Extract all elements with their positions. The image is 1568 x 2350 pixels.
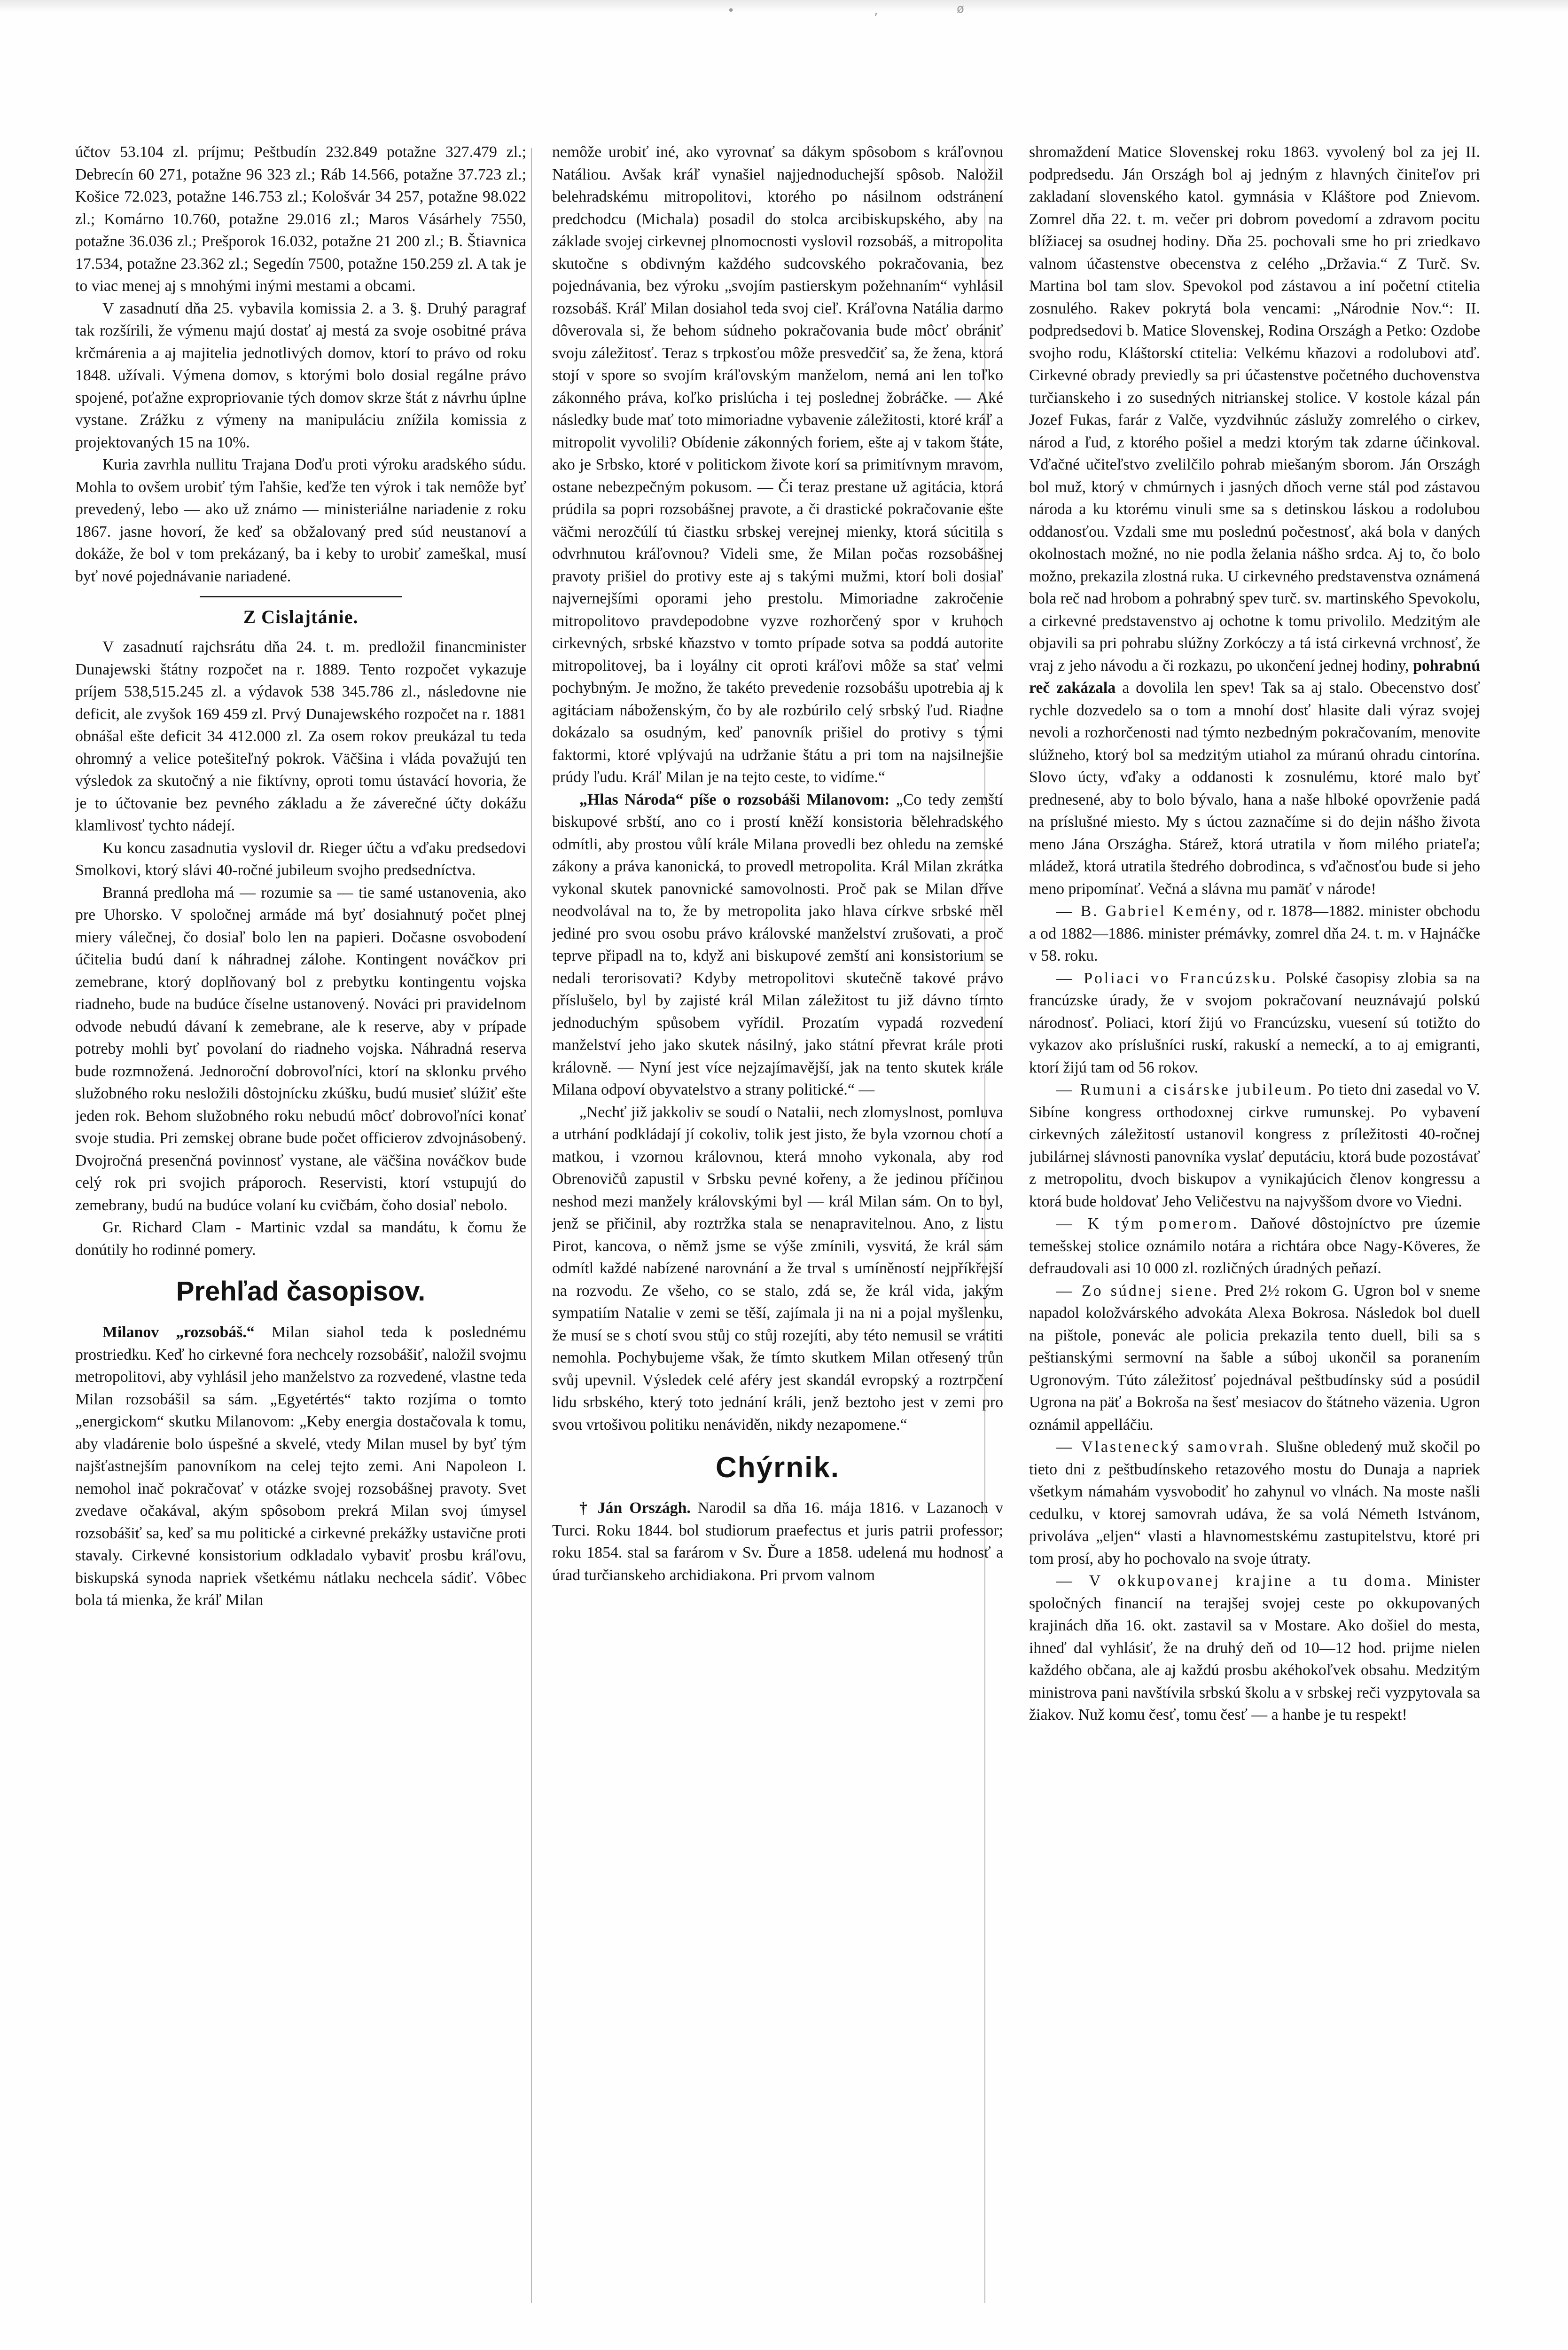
paragraph: Kuria zavrhla nullitu Trajana Doďu proti výroku aradského súdu. Mohla to ovšem urobiť tým ľahšie, keďže ten výrok i tak nemôže byť prevedený, lebo — ako už známo — ministeriálne nariadenie z roku 1867. jasne hovorí, že keď sa obžalovaný pred súd neustanoví a dokáže, že bol v tom prekázaný, ba i keby to urobiť zameškal, musí byť nové pojednávanie nariadené. [75, 456, 526, 585]
scan-mark: ‚ [874, 4, 878, 18]
paragraph [552, 789, 1003, 1101]
paragraph-body: a dovolila len spev! Tak sa aj stalo. Obecenstvo dosť rychle dozvedelo sa o tom a mnohí dosť hlasite dali výraz svojej nevoli a rozhorčenosti nad týmto nezbedným pokračovaním, menovite slúžneho, ktorý bol sa medzitým utiahol za múranú ohradu cintorína. Slovo úcty, vďaky a oddanosti k zosnulému, ktoré malo byť prednesené, aby to bolo bývalo, hana a naše hlboké opovrženie padá na príslušné miesto. My s úctou zaznačíme si do dejin nášho života meno Jána Országha. Stárež, ktorá utratila v ňom milého priateľa; mládež, ktorá utratila štedrého dobrodinca, s vďačnosťou bude si jeho meno pripomínať. Večná a slávna mu pamäť v národe! [1029, 679, 1480, 898]
paragraph [1029, 967, 1480, 1079]
scan-mark: ø [957, 2, 964, 16]
section-heading: Chýrnik. [715, 1451, 840, 1484]
paragraph-lead: — V okkupovanej krajine a tu doma. [1056, 1572, 1413, 1590]
paragraph [1029, 1570, 1480, 1726]
paragraph-lead: — Vlastenecký samovrah. [1056, 1438, 1271, 1456]
column-3 [1029, 141, 1480, 2350]
paragraph-body: Pred 2½ rokom G. Ugron bol v sneme napadol koložvárského advokáta Alexa Bokrosa. Následok bol duell na pištole, ponevác ale policia prekazila tento duell, bili sa s peštianskými sermovní na šable a súboj ukončil sa poranením Ugronovým. Túto záležitosť pojednával peštbudínsky súd a posúdil Ugrona na päť a Bokroša na šesť mesiacov do štátneho väzenia. Ugron oznámil appelláčiu. [1029, 1282, 1480, 1434]
paragraph: V zasadnutí dňa 25. vybavila komissia 2. a 3. §. Druhý paragraf tak rozšírili, že výmenu majú dostať aj mestá za svoje osobitné práva krčmárenia a aj majitelia jednotlivých domov, ktorí to právo od roku 1848. užívali. Výmena domov, s ktorými bolo dosial regálne právo spojené, poťažne expropriovanie tých domov skrze štát z návrhu úplne vystane. Zrážku z výmeny na manipuláciu znížila komissia z projektovaných 15 na 10%. [75, 299, 526, 451]
paragraph [1029, 1213, 1480, 1280]
paragraph-body: Slušne obledený muž skočil po tieto dni z peštbudínskeho retazového mostu do Dunaja a napriek všetkym námahám vysvobodiť ho zahynul vo vlnách. Na moste našli cedulku, v ktorej samovrah udáva, že sa volá Németh Istvánom, privoláva „eljen“ vlasti a hlavnomestskému zastupitelstvu, ktoré pri tom prosí, aby ho pochovalo na svoje útraty. [1029, 1438, 1480, 1567]
paragraph-body: Minister spoločných financií na terajšej svojej ceste po okkupovaných krajinách dňa 16. okt. zastavil sa v Mostare. Ako došiel do mesta, ihneď dal vyhlásiť, že na druhý deň od 10—12 hod. prijme nielen každého občana, ale aj každú prosbu akéhokoľvek obsahu. Medzitým ministrova pani navštívila srbskú školu a v srbskej reči vyzpytovala sa žiakov. Nuž komu česť, tomu česť — a hanbe je tu respekt! [1029, 1572, 1480, 1723]
divider [200, 596, 402, 597]
paragraph-lead: — K tým pomerom. [1056, 1215, 1239, 1232]
paragraph-body: Daňové dôstojníctvo pre územie temešskej stolice oznámilo notára a richtára obce Nagy-Köveres, že defraudovali asi 10 000 zl. rozličných úradných peňazí. [1029, 1215, 1480, 1277]
paragraph [1029, 1280, 1480, 1436]
text-columns [75, 141, 1480, 2350]
paragraph-lead: † Ján Országh. [579, 1499, 691, 1517]
paragraph [552, 1497, 1003, 1586]
paragraph: V zasadnutí rajchsrátu dňa 24. t. m. predložil financminister Dunajewski štátny rozpočet na r. 1889. Tento rozpočet vykazuje príjem 538,515.245 zl. a výdavok 538 345.786 zl., následovne nie deficit, ale zvyšok 169 459 zl. Prvý Dunajewského rozpočet na r. 1881 obnášal ešte deficit 34 412.000 zl. Za osem rokov preukázal tu teda ohromný a velice potešiteľný pokrok. Väčšina i vláda považujú ten výsledok za skutočný a nie fiktívny, oproti tomu ústavácí hovoria, že je to účtovanie bez pevného základu a že záverečné účty dokážu klamlivosť tychto nádejí. [75, 638, 526, 834]
paragraph: Ku koncu zasadnutia vyslovil dr. Rieger účtu a vďaku predsedovi Smolkovi, ktorý slávi 40-ročné jubileum svojho predsedníctva. [75, 839, 526, 879]
paragraph: „Nechť již jakkoliv se soudí o Natalii, nech zlomyslnost, pomluva a utrhání podkládají jí cokoliv, tolik jest jisto, že byla vzornou chotí a matkou, i vzornou královnou, která mnoho vykonala, aby rod Obrenovičů zapustil v Srbsku pevné kořeny, a že jedinou příčinou neshod mezi manžely královskými byl — král Milan sám. On to byl, jenž se přičinil, aby roztržka stala se nenapravitelnou. Ano, z listu Pirot, kancova, o němž jsme se výše zmínili, vysvitá, že král sám odmítl každé nabízené narovnání a že trval s umíněností nejpříkřejší na rozvodu. Ze všeho, co se stalo, zdá se, že král vida, jakým sympatiím Natalie v zemi se těší, zajímala ji na ni a pojal myšlenku, že musí se s chotí svou stůj co stůj rozejíti, aby této nemusil se vrátiti nemohla. Pochybujeme však, že tímto skutkem Milan otřesený trůn svůj upevnil. Výsledek celé aféry jest skandál evropský a roztrpčení lidu srbského, který toto jednání králi, jenž beztoho jest v zemi pro svou vrtošivou politiku nenáviděn, nikdy nezapomene.“ [552, 1103, 1003, 1434]
scan-mark: • [727, 4, 735, 18]
paragraph: nemôže urobiť iné, ako vyrovnať sa dákym spôsobom s kráľovnou Natáliou. Avšak kráľ vynašiel najjednoduchejší spôsob. Naložil belehradskému mitropolitovi, ktorého po násilnom odstránení predchodcu (Michala) posadil do stolca arcibiskupského, aby na základe svojej cirkevnej plnomocnosti vyslovil rozsobáš, a mitropolita skutočne s obdivným každého sudcovského pokračovania, bez pojednávania, bez výroku „svojím pastierskym požehnaním“ vyhlásil rozsobáš. Kráľ Milan dosiahol teda svoj cieľ. Kráľovna Natália darmo dôverovala si, že behom súdneho pokračovania bude môcť obrániť svoju záležitosť. Teraz s trpkosťou môže presvedčiť sa, že žena, ktorá stojí v spore so svojím kráľovským manželom, nemá ani len toľko zákonného práva, koľko prislúcha i tej poslednej žobráčke. — Aké následky bude mať toto mimoriadne vybavenie záležitosti, ktoré kráľ a mitropolit vyvolili? Obídenie zákonných foriem, ešte aj v takom štáte, ako je Srbsko, ktoré v politickom živote korí sa primitívnym mravom, ostane nebezpečným pokusom. — Či teraz prestane už agitácia, ktorá prúdila sa popri rozsobášnej pravote, a či drastické pokračovanie ešte väčmi nerozčúlí tú čiastku srbskej verejnej mienky, ktorá súcitila s odvrhnutou kráľovnou? Videli sme, že Milan počas rozsobášnej pravoty prišiel do protivy este aj s takými mužmi, ktorí boli dosiaľ najvernejšími oporami jeho prestolu. Mimoriadne zakročenie mitropolitovo pravdepodobne vyzve rozhorčený spor v kruhoch cirkevných, srbské kňazstvo v tomto prípade sotva sa poddá autorite mitropolitovej, ba i loyálny cit oproti kráľovi môže sa stať velmi pochybným. Je možno, že takéto prevedenie rozsobášu upotrebia aj k agitáciam náboženským, čo by ale rozbúrilo celý srbský ľud. Riadne dokázalo sa osudným, keď panovník prišiel do protivy s tými faktormi, ktoré vplývajú na udržanie štátu a pri tom na najsilnejšie prúdy ľudu. Kráľ Milan je na tejto ceste, to vidíme.“ [552, 143, 1003, 786]
column-1 [75, 141, 526, 2350]
paragraph-body: Polské časopisy zlobia sa na francúzske úrady, že v svojom pokračovaní neuznávajú polskú národnosť. Poliaci, ktorí žijú vo Francúzsku, vuesení sú totižto do vykazov ako príslušníci ruskí, rakuskí a nemeckí, a to aj emigranti, ktorí žijú tam od 56 rokov. [1029, 969, 1480, 1076]
paragraph-body: od r. 1878—1882. minister obchodu a od 1882—1886. minister prémávky, zomrel dňa 24. t. m. v Hajnáčke v 58. roku. [1029, 902, 1480, 964]
paragraph-body: Po tieto dni zasedal vo V. Sibíne kongress orthodoxnej cirkve rumunskej. Po vybavení cirkevných záležitostí ustanovil kongress z príležitosti 40-ročnej jubilárnej slávnosti panovníka vyslať deputáciu, ktorá bude pozostávať z metropolitu, dvoch biskupov a vynikajúcich členov kongressu a ktorá bude holdovať Jeho Veličestvu na najvyššom dvore vo Viedni. [1029, 1081, 1480, 1210]
paragraph-lead: — Rumuni a cisárske jubileum. [1056, 1081, 1314, 1098]
paragraph: Gr. Richard Clam - Martinic vzdal sa mandátu, k čomu že donútily ho rodinné pomery. [75, 1219, 526, 1259]
paragraph-body: Narodil sa dňa 16. mája 1816. v Lazanoch v Turci. Roku 1844. bol studiorum praefectus et juris patrii professor; roku 1854. stal sa farárom v Sv. Ďure a 1858. udelená mu hodnosť a úrad turčianskeho archidiakona. Pri prvom valnom [552, 1499, 1003, 1584]
paragraph-lead: — Poliaci vo Francúzsku. [1056, 969, 1278, 987]
paragraph-lead: — Zo súdnej siene. [1056, 1282, 1219, 1300]
paragraph: účtov 53.104 zl. príjmu; Peštbudín 232.849 potažne 327.479 zl.; Debrecín 60 271, potažne 96 323 zl.; Ráb 14.566, potažne 37.723 zl.; Košice 72.023, potažne 146.753 zl.; Kološvár 34 257, potažne 98.022 zl.; Komárno 10.760, potažne 29.016 zl.; Maros Vásárhely 7550, potažne 36.036 zl.; Prešporok 16.032, potažne 21 200 zl.; B. Štiavnica 17.534, potažne 23.362 zl.; Segedín 7500, potažne 150.259 zl. A tak je to viac menej aj s mnohými inými mestami a obcami. [75, 143, 526, 295]
scan-edge [0, 0, 1568, 12]
paragraph-lead: „Hlas Národa“ píše o rozsobáši Milanovom: [579, 791, 890, 808]
paragraph [75, 1321, 526, 1612]
paragraph-body: shromaždení Matice Slovenskej roku 1863. vyvolený bol za jej II. podpredsedu. Ján Országh bol aj jedným z hlavných činiteľov pri zakladaní slovenského katol. gymnásia v Kláštore pod Znievom. Zomrel dňa 22. t. m. večer pri dobrom povedomí a zdravom pocitu blížiacej sa osudnej hodiny. Dňa 25. pochovali sme ho pri zriedkavo valnom účastenstve obecenstva z celého „Državia.“ Z Turč. Sv. Martina bol tam slov. Spevokol pod zástavou a iní početní ctitelia zosnulého. Rakev pokrytá bola vencami: „Národnie Nov.“: II. podpredsedovi b. Matice Slovenskej, Rodina Országh a Petko: Ozdobe svojho rodu, Kláštorskí ctitelia: Velkému kňazovi a rodolubovi atď. Cirkevné obrady previedly sa pri účastenstve početného duchovenstva turčianskeho i zo susedných nitrianskej stolice. V kostole kázal pán Jozef Fukas, farár z Valče, vyzdvihnúc záslužy zomrelého o cirkev, národ a ľud, z ktorého pošiel a medzi ktorým tak zdarne účinkoval. Vďačné učiteľstvo zvelilčilo pohrab miešaným sborom. Ján Országh bol muž, ktorý v chmúrnych i jasných dňoch verne stál pod zástavou národa a ku ktorému vinuli sme sa s detinskou láskou a rodolubou oddanosťou. Vzdali sme mu poslednú počestnosť, aká bola v daných okolnostach možné, no nie podla želania nášho srdca. Aj to, čo bolo možno, prekazila zlostná ruka. U cirkevného predstavenstva oznámená bola reč nad hrobom a pohrabný spev turč. sv. martinského Spevokolu, a cirkevné predstavenstvo aj ochotne k tomu privolilo. Medzitým ale objavili sa pri pohrabu slúžny Zorkóczy a tá istá cirkevná vrchnosť, že vraj z jeho návodu a či rozkazu, po ukončení jednej hodiny, [1029, 143, 1480, 674]
paragraph [1029, 141, 1480, 900]
paragraph [1029, 1079, 1480, 1213]
paragraph-body: „Co tedy zemští biskupové srbští, ano co i prostí kněží konsistoria bělehradského odmítli, aby prostou vůlí krále Milana provedli bez ohledu na zemské zákony a práva kanonická, to provedl metropolita. Král Milan zkrátka vykonal skutek panovnické samovolnosti. Proč pak se Milan dříve neodvolával na to, že by metropolita jako hlava církve srbské měl jediné pro svou osobu právo královské manželství zrušovati, a proč teprve připadl na to, když ani biskupové zemští ani konsistorium se nedali terorisovati? Kdyby metropolitovi skutečně takové právo příslušelo, byl by zajisté král Milan záležitost tu již dávno tímto jednoduchým spůsobem vyřídil. Prozatím vypadá rozvedení manželství jeho jako skutek násilný, jako státní převrat krále proti královně. — Nyní jest více nejzajímavější, jak na tento skutek krále Milana odpoví obyvatelstvo a strany politické.“ — [552, 791, 1003, 1098]
section-heading: Prehľad časopisov. [176, 1276, 426, 1307]
paragraph-lead: Milanov „rozsobáš.“ [102, 1324, 255, 1341]
section-heading: Z Cislajtánie. [243, 606, 359, 627]
paragraph-emphasis: pohrabnú reč zakázala [1029, 657, 1480, 697]
paragraph [1029, 900, 1480, 967]
paragraph-body: Milan siahol teda k poslednému prostriedku. Keď ho cirkevné fora nechcely rozsobášiť, naložil svojmu metropolitovi, aby vyhlásil jeho manželstvo za rozvedené, vlastne teda Milan rozsobášil sa sám. „Egyetértés“ takto rozjíma o tomto „energickom“ skutku Milanovom: „Keby energia dostačovala k tomu, aby vladárenie bolo úspešné a skvelé, vtedy Milan musel by byť tým najšťastnejším panovníkom na celej tejto zemi. Ani Napoleon I. nemohol inač pokračovať v otázke svojej rozsobášnej pravoty. Svet zvedave očakával, akým spôsobom prekrá Milan svoj úmysel rozsobášiť sa, keď sa mu politické a cirkevné prekážky ustavične proti stavaly. Cirkevné konsistorium odkladalo vybaviť prosbu kráľovu, biskupská synoda napriek všetkému nátlaku nechcela sádiť. Vôbec bola tá mienka, že kráľ Milan [75, 1324, 526, 1609]
paragraph [1029, 1436, 1480, 1570]
column-2 [552, 141, 1003, 2350]
paragraph: Branná predloha má — rozumie sa — tie samé ustanovenia, ako pre Uhorsko. V spoločnej armáde má byť dosiahnutý počet plnej miery válečnej, čo dosiaľ bolo len na papieri. Dočasne osvobodení účitelia budú daní k náhradnej zálohe. Kontingent nováčkov pri zemebrane, ktorý doplňovaný bol z prebytku kontingentu vojska riadneho, bude na budúce číselne ustanovený. Nováci pri pravidelnom odvode nebudú dávaní k zemebrane, ale k reserve, aby v prípade potreby mohli byť povolaní do riadneho vojska. Náhradná reserva bude rozmnožená. Jednoroční dobrovoľníci, ktorí na sklonku prvého služobného roku nesložili dôstojnícku zkúšku, budú musieť slúžiť ešte jeden rok. Behom služobného roku nebudú môcť dobrovoľníci konať svoje studia. Pri zemskej obrane bude počet officierov zdvojnásobený. Dvojročná presenčná povinnosť vystane, ale väčšina nováčkov bude celý rok pri svojich práporoch. Reservisti, ktorí vstupujú do zemebrany, budú na budúce volaní ku cvičbám, čoho dosiaľ nebolo. [75, 884, 526, 1214]
paragraph-lead: — B. Gabriel Kemény, [1056, 902, 1243, 920]
